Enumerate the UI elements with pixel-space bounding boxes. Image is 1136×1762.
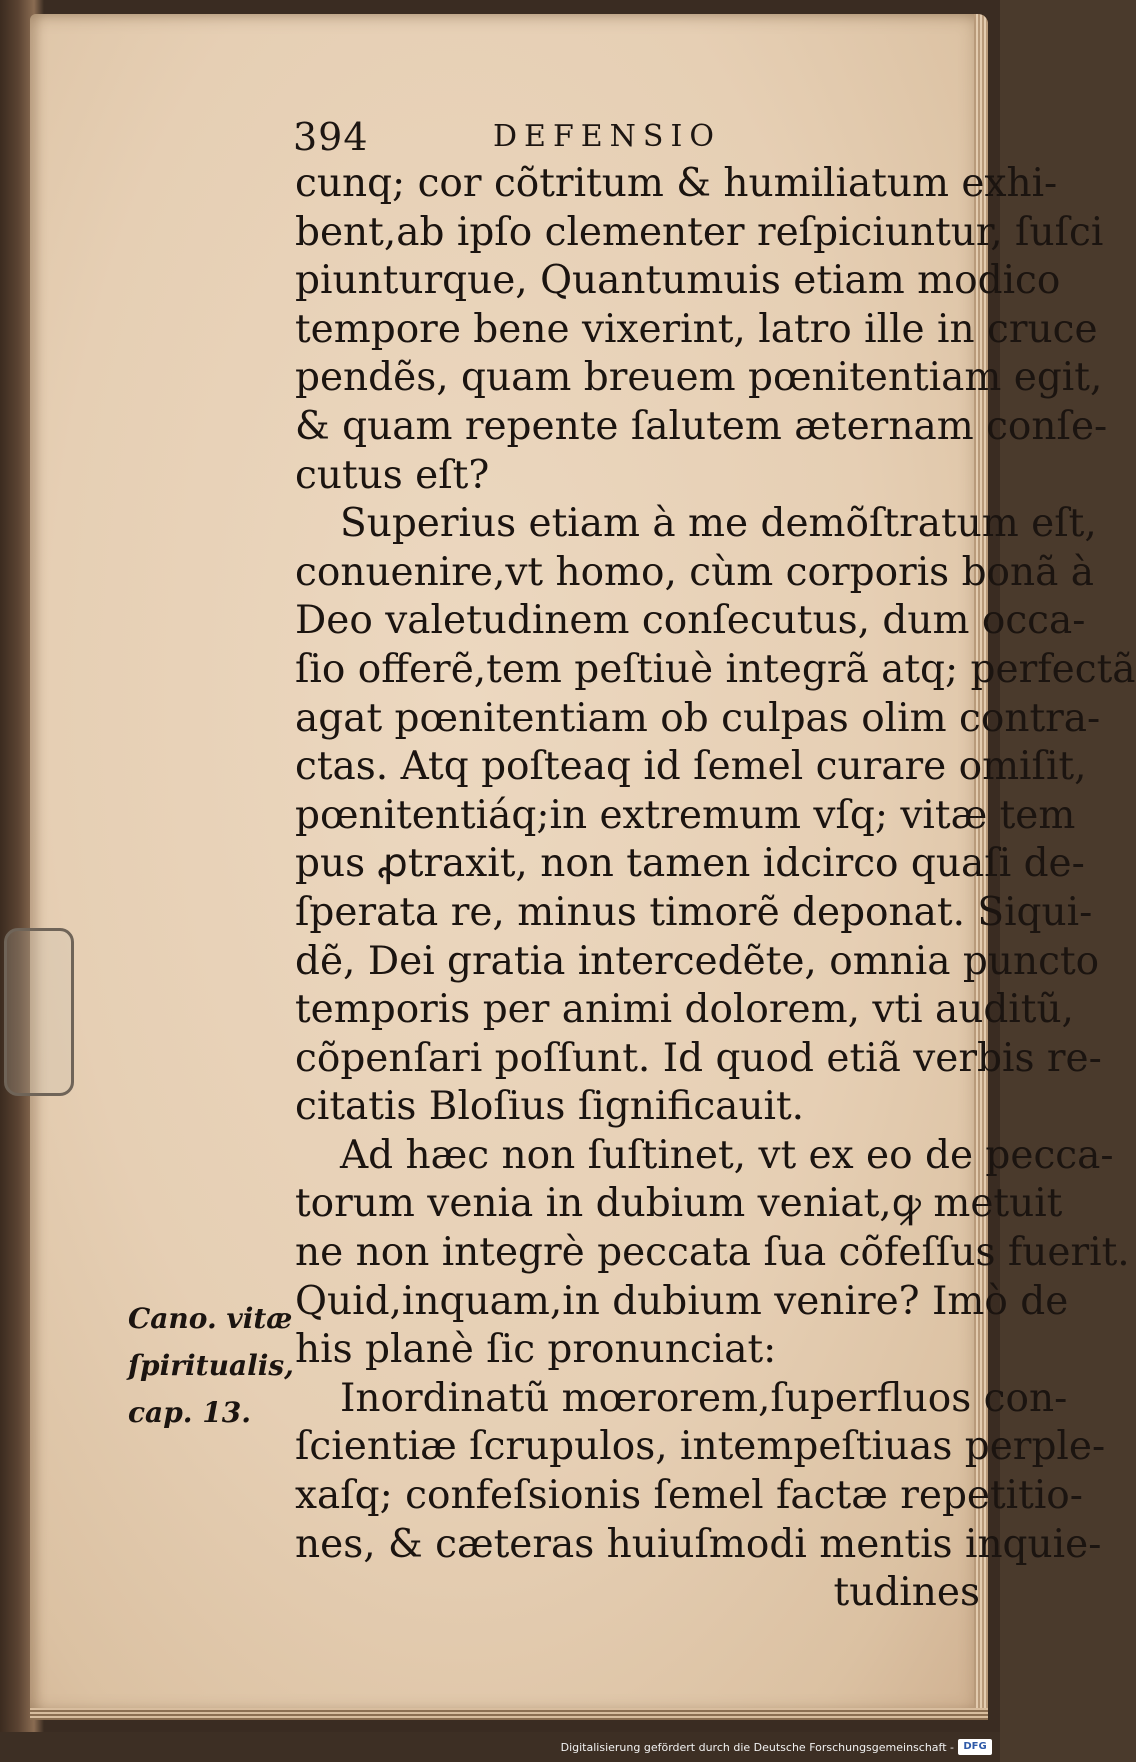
text-line: Deo valetudinem conſecutus, dum occa- (295, 598, 1086, 644)
text-line: dẽ, Dei gratia intercedẽte, omnia puncto (295, 938, 1100, 984)
text-line: cunq; cor cõtritum & humiliatum exhi- (295, 161, 1058, 206)
page-bottom-edge (30, 1708, 988, 1720)
margin-note-line: Cano. vitæ (128, 1302, 293, 1335)
text-line: Inordinatũ mœrorem,ſuperfluos con- (340, 1375, 1068, 1421)
text-line: citatis Bloſius ſignificauit. (295, 1084, 805, 1130)
running-title: DEFENSIO (493, 119, 721, 154)
text-line: tempore bene vixerint, latro ille in cruce (295, 306, 1098, 352)
text-line: nes, & cæteras huiuſmodi mentis inquie- (295, 1521, 1102, 1567)
text-line: pœnitentiáq;in extremum vſq; vitæ tem (295, 792, 1076, 838)
page-number: 394 (293, 115, 369, 159)
catchword-line: tudines (833, 1570, 980, 1616)
dfg-logo-icon: DFG (958, 1739, 992, 1755)
text-line: agat pœnitentiam ob culpas olim contra- (295, 695, 1101, 741)
book-clasp (4, 928, 74, 1096)
text-line: bent,ab ipſo clementer reſpiciuntur, ſuſci (295, 209, 1104, 255)
footer-credit: Digitalisierung gefördert durch die Deutsche Forschungsgemeinschaft - (560, 1741, 954, 1754)
margin-note-line: cap. 13. (128, 1396, 251, 1429)
text-line: pus ꝓtraxit, non tamen idcirco quaſi de- (295, 841, 1085, 887)
text-line: cõpenſari poſſunt. Id quod etiã verbis re- (295, 1035, 1102, 1081)
text-line: cutus eſt? (295, 452, 490, 498)
text-line: Quid,inquam,in dubium venire? Imò de (295, 1278, 1069, 1324)
text-line: xaſq; confeſsionis ſemel factæ repetitio- (295, 1473, 1083, 1519)
text-line: ſio offerẽ,tem peſtiuè integrã atq; perfectã (295, 646, 1136, 692)
margin-note-line: ſpiritualis, (128, 1349, 294, 1382)
body-text (295, 160, 1136, 1618)
text-line: ſcientiæ ſcrupulos, intempeſtiuas perple- (295, 1424, 1106, 1470)
page-header (293, 115, 763, 165)
margin-note (128, 1295, 298, 1436)
text-line: conuenire,vt homo, cùm corporis bonã à (295, 549, 1095, 595)
text-line: torum venia in dubium veniat,ꝙ metuit (295, 1181, 1063, 1227)
text-line: Ad hæc non ſuſtinet, vt ex eo de pecca- (340, 1132, 1114, 1178)
text-line: Superius etiam à me demõſtratum eſt, (340, 501, 1097, 547)
text-line: temporis per animi dolorem, vti auditũ, (295, 987, 1074, 1033)
text-line: ctas. Atq poſteaq id ſemel curare omiſit, (295, 744, 1087, 790)
text-line: piunturque, Quantumuis etiam modico (295, 258, 1061, 304)
text-line: pendẽs, quam breuem pœnitentiam egit, (295, 355, 1103, 401)
text-line: & quam repente ſalutem æternam conſe- (295, 403, 1108, 449)
text-line: his planè ſic pronunciat: (295, 1327, 777, 1373)
text-line: ſperata re, minus timorẽ deponat. Siqui- (295, 889, 1093, 935)
text-line: ne non integrè peccata ſua cõfeſſus fuerit. (295, 1230, 1130, 1276)
